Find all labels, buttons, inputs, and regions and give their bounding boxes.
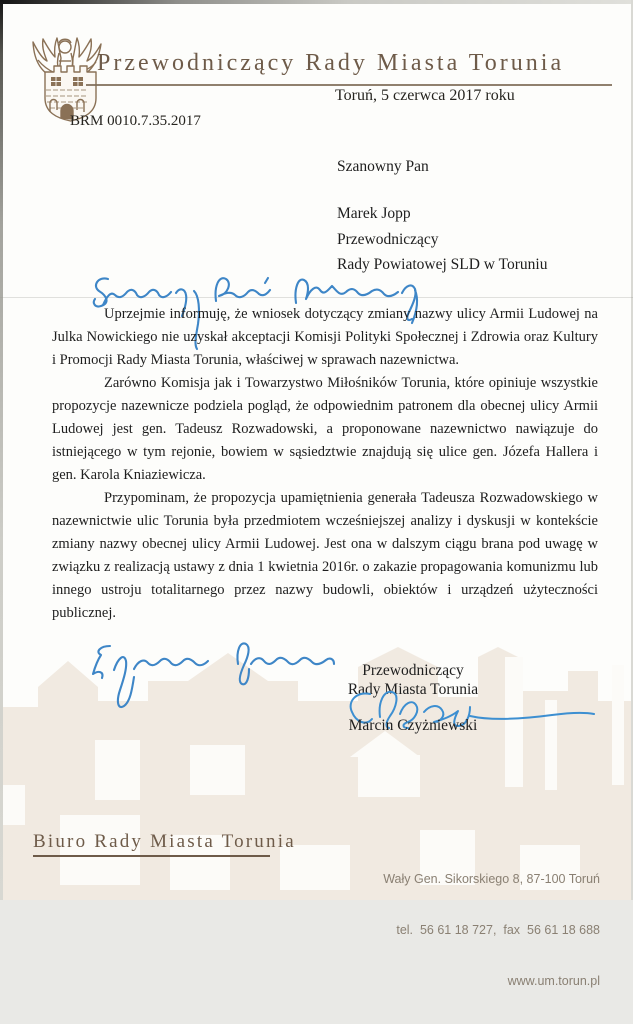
paragraph-1: Uprzejmie informuję, że wniosek dotyczący zmiany nazwy ulicy Armii Ludowej na Julka Nowickiego nie uzyskał akceptacji Komisji Polityki Społecznej i Zdrowia oraz Kultury i Promocji Rady Miasta Torunia, właściwej w sprawach nazewnictwa. (52, 306, 598, 368)
footer-website: www.um.torun.pl (507, 974, 600, 988)
footer-office-name: Biuro Rady Miasta Torunia (33, 831, 296, 852)
footer-phone-fax: tel. 56 61 18 727, fax 56 61 18 688 (396, 923, 600, 937)
paragraph-3: Przypominam, że propozycja upamiętnienia generała Tadeusza Rozwadowskiego w nazewnictwie ulic Torunia była przedmiotem wcześniejszej analizy i dyskusji w kontekście zmiany nazwy obecnej ulicy Armii Ludowej. Jest ona w dalszym ciągu brana pod uwagę w związku z realizacją ustawy z dnia 1 kwietnia 2016r. o zakazie propagowania komunizmu lub innego ustroju totalitarnego przez nazwy budowli, obiektów i urządzeń użyteczności publicznej. (52, 490, 598, 621)
letter-body (52, 303, 598, 625)
letterhead-rule (86, 84, 612, 86)
footer-office-rule (33, 855, 270, 857)
footer-address-block (383, 837, 600, 1024)
recipient-block (337, 154, 547, 277)
signature-title-line1: Przewodniczący (362, 662, 464, 679)
signature-title-line2: Rady Miasta Torunia (347, 680, 479, 698)
signatory-name: Marcin Czyżniewski (348, 717, 478, 734)
letterhead-title: Przewodniczący Rady Miasta Torunia (97, 50, 565, 76)
date-line: Toruń, 5 czerwca 2017 roku (335, 87, 515, 104)
recipient-salutation: Szanowny Pan (337, 158, 429, 175)
handwritten-closing (88, 634, 353, 724)
recipient-role: Przewodniczący (337, 230, 439, 248)
recipient-name: Marek Jopp (337, 205, 411, 223)
reference-number: BRM 0010.7.35.2017 (70, 113, 201, 129)
recipient-organization: Rady Powiatowej SLD w Toruniu (337, 255, 548, 273)
scan-edge-top (0, 0, 633, 4)
paragraph-2: Zarówno Komisja jak i Towarzystwo Miłośników Torunia, które opiniuje wszystkie propozycje nazewnicze podziela pogląd, że odpowiednim patronem dla obecnej ulicy Armii Ludowej jest gen. Tadeusz Rozwadowski, a proponowane nazewnictwo nawiązuje do istniejącego w tym rejonie, bowiem w sąsiedztwie znajdują się ulice gen. Józefa Hallera i gen. Karola Kniaziewicza. (52, 375, 598, 483)
torun-coat-of-arms-logo (28, 34, 106, 121)
scan-edge-left (0, 0, 3, 900)
footer-street-address: Wały Gen. Sikorskiego 8, 87-100 Toruń (383, 872, 600, 886)
